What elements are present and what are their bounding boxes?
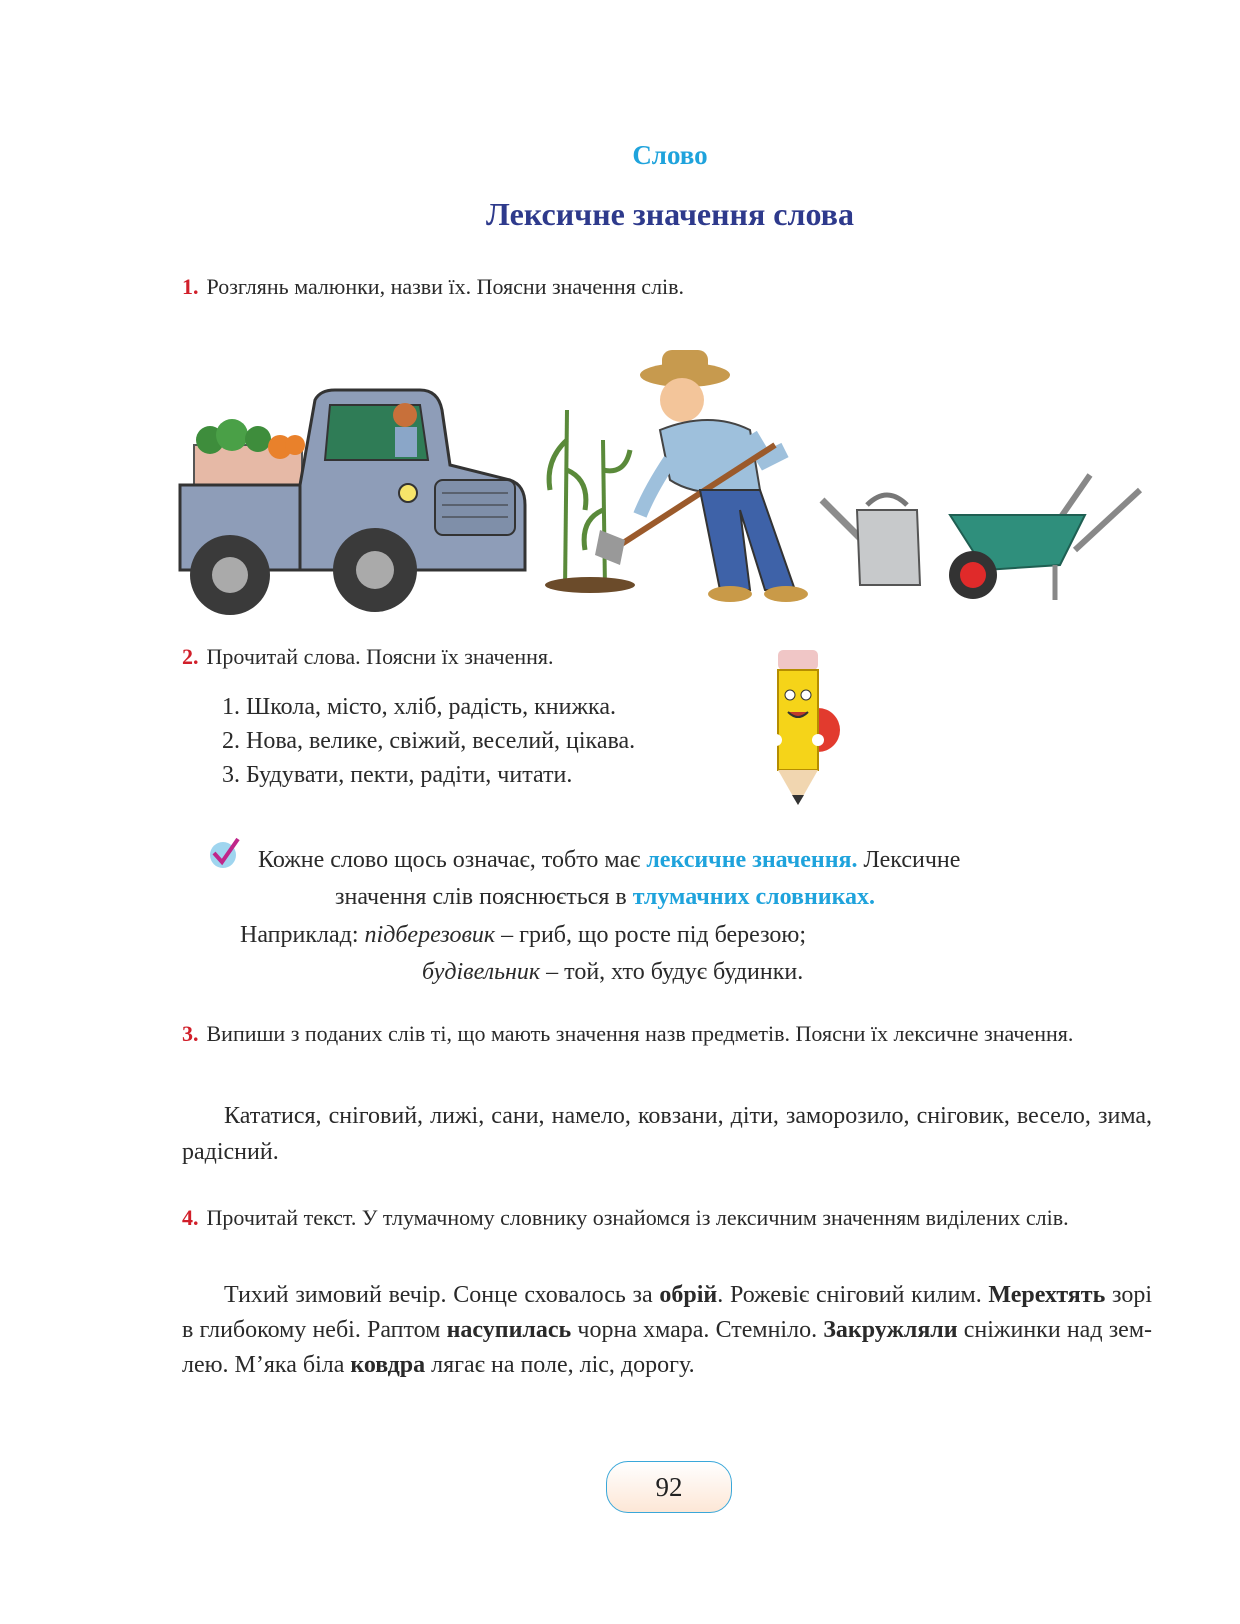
wheelbarrow-icon <box>945 470 1145 605</box>
text-fragment: сніжинки над зем-лею. М’яка біла <box>182 1317 1153 1378</box>
example-text: – гриб, що росте під березою; <box>495 922 807 948</box>
text-fragment: Тихий зимовий вечір. Сонце сховалось за <box>224 1282 660 1308</box>
task-2 <box>182 641 1152 673</box>
rule-term: тлумачних словниках. <box>632 884 876 910</box>
highlighted-word: Закружляли <box>823 1317 958 1343</box>
example-text: – той, хто будує будинки. <box>540 959 804 985</box>
page-number: 92 <box>606 1461 732 1513</box>
rule-example-1 <box>240 917 1140 954</box>
task-number: 3. <box>182 1021 199 1046</box>
section-heading: Слово <box>632 140 708 170</box>
text-fragment: зорі в глибокому небі. Раптом <box>182 1282 1152 1343</box>
text-fragment: . Рожевіє сніговий килим. <box>717 1282 989 1308</box>
task-instruction: Прочитай слова. Поясни їх значення. <box>206 644 554 669</box>
word-list <box>222 690 635 792</box>
truck-icon <box>180 385 535 625</box>
task-instruction: Розглянь малюнки, назви їх. Поясни значення слів. <box>206 274 685 299</box>
pencil-mascot-icon <box>768 640 843 810</box>
watering-can-icon <box>822 490 927 595</box>
list-item: 1. Школа, місто, хліб, радість, книжка. <box>222 694 616 720</box>
list-item: 3. Будувати, пекти, радіти, читати. <box>222 762 573 788</box>
rule-text: значення слів пояснюється в <box>335 884 633 910</box>
task-instruction: Прочитай текст. У тлумачному словнику ознайомся із лексичним значенням виділених слів. <box>206 1205 1069 1230</box>
highlighted-word: насупилась <box>446 1317 572 1343</box>
example-word: підберезовик <box>364 922 496 948</box>
rule-line-2 <box>335 879 1135 916</box>
word-set: Кататися, сніговий, лижі, сани, намело, ковзани, діти, заморозило, сніговик, весело, зима, радісний. <box>182 1103 1152 1165</box>
example-word: будівельник <box>422 959 541 985</box>
task-number: 1. <box>182 274 199 299</box>
rule-line-1 <box>258 842 1158 879</box>
rule-example-2 <box>422 954 1122 991</box>
reading-text <box>182 1278 1152 1383</box>
task-4 <box>182 1202 1152 1234</box>
gardener-icon <box>590 350 830 610</box>
task-1 <box>182 271 1152 303</box>
text-fragment: чорна хмара. Стемніло. <box>571 1317 824 1343</box>
highlighted-word: ковдра <box>350 1352 426 1378</box>
highlighted-word: обрій <box>659 1282 718 1308</box>
page-title: Лексичне значення слова <box>486 196 854 232</box>
rule-term: лексичне значення. <box>646 847 858 873</box>
task-3 <box>182 1018 1152 1050</box>
task-number: 2. <box>182 644 199 669</box>
task-number: 4. <box>182 1205 199 1230</box>
rule-text: Кожне слово щось означає, тобто має <box>258 847 647 873</box>
list-item: 2. Нова, велике, свіжий, веселий, цікава. <box>222 728 636 754</box>
example-label: Наприклад: <box>240 922 365 948</box>
rule-text: Лексичне <box>857 847 961 873</box>
checkmark-icon <box>208 836 242 870</box>
text-fragment: лягає на поле, ліс, дорогу. <box>425 1352 695 1378</box>
highlighted-word: Мерехтять <box>988 1282 1106 1308</box>
task-instruction: Випиши з поданих слів ті, що мають значення назв предметів. Поясни їх лексичне значення. <box>206 1021 1074 1046</box>
